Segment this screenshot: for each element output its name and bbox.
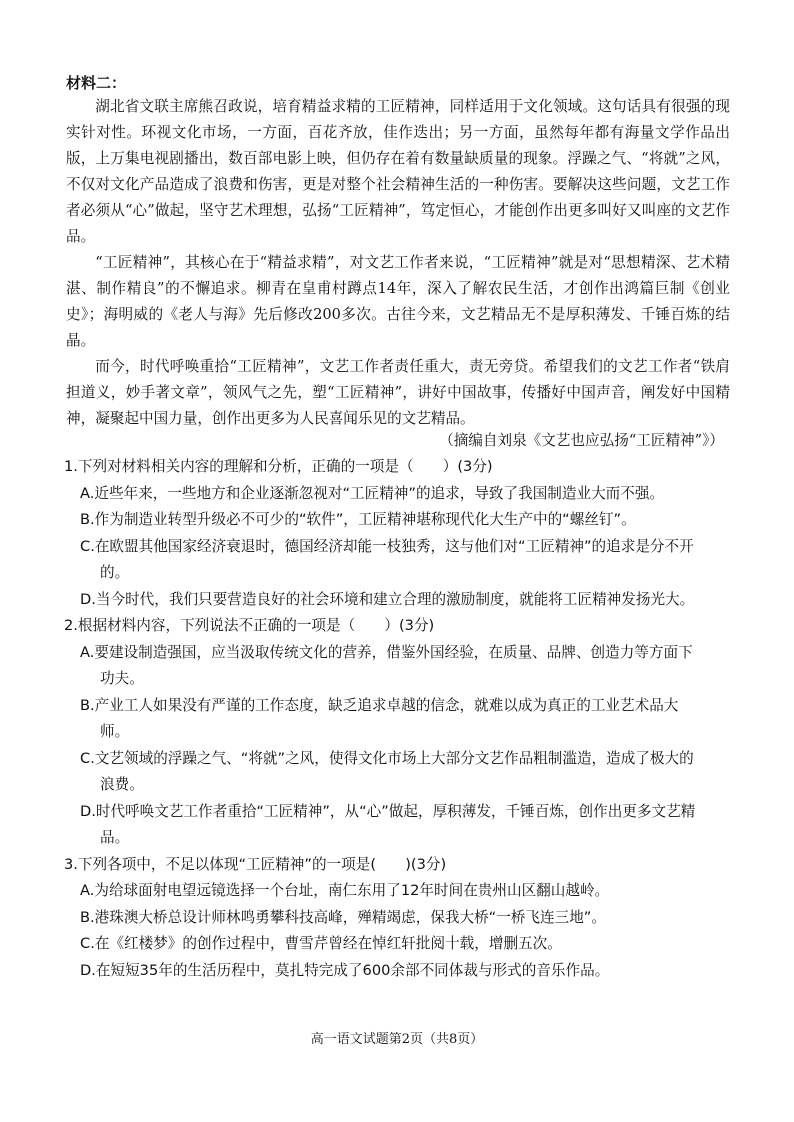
source-citation: （摘编自刘泉《文艺也应弘扬“工匠精神”》） [439,432,724,449]
question-stem: 1.下列对材料相关内容的理解和分析，正确的一项是（ ）(3分) [64,458,493,475]
question-2 [64,613,730,852]
option-a: A.为给球面射电望远镜选择一个台址，南仁东用了12年时间在贵州山区翻山越岭。 [80,882,610,899]
option-d: D.当今时代，我们只要营造良好的社会环境和建立合理的激励制度，就能将工匠精神发扬光大。 [80,590,695,608]
question-stem: 3.下列各项中，不足以体现“工匠精神”的一项是( )(3分) [64,855,447,873]
question-stem: 2.根据材料内容，下列说法不正确的一项是（ ）(3分) [64,617,435,634]
page-footer: 高一语文试题第2页（共8页） [310,1032,484,1047]
option-b: B.港珠澳大桥总设计师林鸣勇攀科技高峰，殚精竭虑，保我大桥“一桥飞连三地”。 [80,908,606,926]
option-a: A.要建设制造强国，应当汲取传统文化的营养，借鉴外国经验，在质量、品牌、创造力等方面下功夫。 [80,643,693,687]
question-list [64,454,730,984]
question-3 [64,852,730,985]
material-heading: 材料二： [66,74,127,92]
option-c: C.文艺领域的浮躁之气、“将就”之风，使得文化市场上大部分文艺作品粗制滥造，造成了极大的浪费。 [80,749,694,793]
option-a: A.近些年来，一些地方和企业逐渐忽视对“工匠精神”的追求，导致了我国制造业大而不强。 [80,484,665,502]
option-b: B.作为制造业转型升级必不可少的“软件”，工匠精神堪称现代化大生产中的“螺丝钉”。 [80,511,636,528]
option-d: D.在短短35年的生活历程中，莫扎特完成了600余部不同体裁与形式的音乐作品。 [80,961,610,979]
material-paragraph: 而今，时代呼唤重拾“工匠精神”，文艺工作者责任重大，责无旁贷。希望我们的文艺工作者“铁肩担道义，妙手著文章”，领风气之先，塑“工匠精神”，讲好中国故事，传播好中国声音，阐发好中国精神，凝聚起中国力量，创作出更多为人民喜闻乐见的文艺精品。 [66,358,730,427]
option-c: C.在欧盟其他国家经济衰退时，德国经济却能一枝独秀，这与他们对“工匠精神”的追求是分不开的。 [80,537,694,581]
material-text [66,94,730,432]
option-b: B.产业工人如果没有严谨的工作态度，缺乏追求卓越的信念，就难以成为真正的工业艺术品大师。 [80,696,679,740]
option-c: C.在《红楼梦》的创作过程中，曹雪芹曾经在悼红轩批阅十载，增删五次。 [80,935,562,952]
material-paragraph: 湖北省文联主席熊召政说，培育精益求精的工匠精神，同样适用于文化领域。这句话具有很强的现实针对性。环视文化市场，一方面，百花齐放，佳作迭出；另一方面，虽然每年都有海量文学作品出版，上万集电视剧播出，数百部电影上映，但仍存在着有数量缺质量的现象。浮躁之气、“将就”之风，不仅对文化产品造成了浪费和伤害，更是对整个社会精神生活的一种伤害。要解决这些问题，文艺工作者必须从“心”做起，坚守艺术理想，弘扬“工匠精神”，笃定恒心，才能创作出更多叫好又叫座的文艺作品。 [66,98,730,245]
question-1 [64,454,730,613]
option-d: D.时代呼唤文艺工作者重拾“工匠精神”，从“心”做起，厚积薄发，千锤百炼，创作出更多文艺精品。 [80,802,696,846]
material-paragraph: “工匠精神”，其核心在于“精益求精”，对文艺工作者来说，“工匠精神”就是对“思想精深、艺术精湛、制作精良”的不懈追求。柳青在皇甫村蹲点14年，深入了解农民生活，才创作出鸿篇巨制《创业史》；海明威的《老人与海》先后修改200多次。古往今来，文艺精品无不是厚积薄发、千锤百炼的结晶。 [66,254,730,349]
